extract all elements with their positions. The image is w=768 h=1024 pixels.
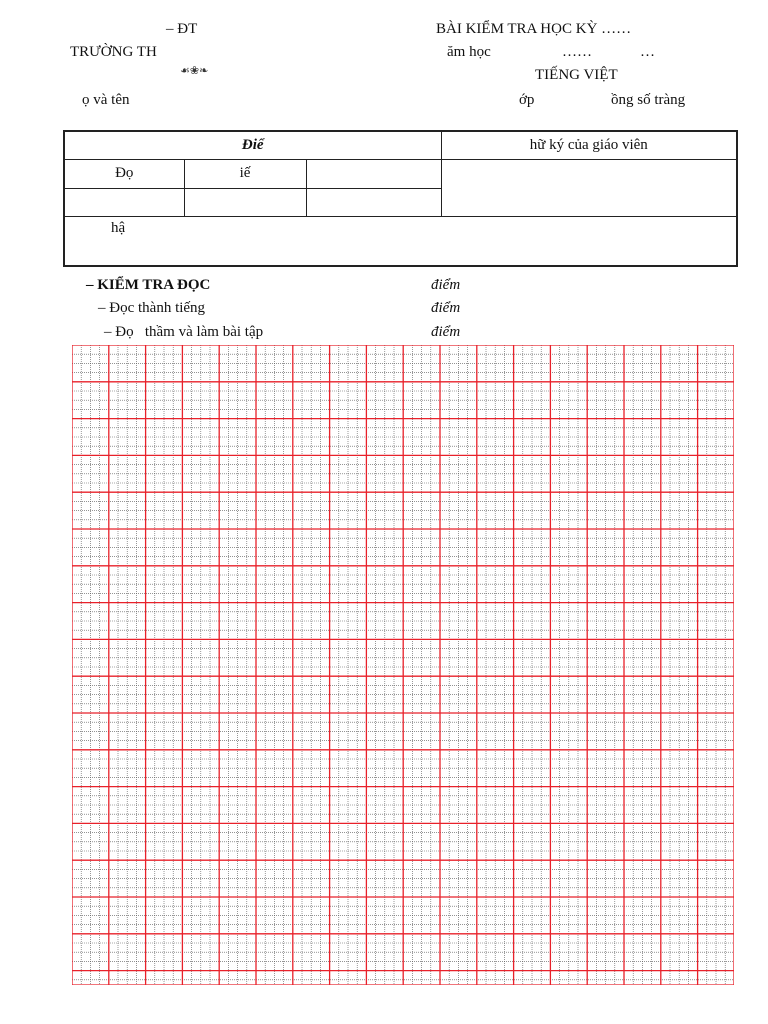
reading-test-points: điểm — [431, 277, 461, 293]
reading-score-cell[interactable] — [64, 188, 184, 216]
school-year-dots-1: …… — [562, 44, 592, 60]
silent-read-label: – Đọ thầm và làm bài tập — [104, 324, 264, 340]
school-year-label: ăm học — [447, 44, 491, 60]
school-year-dots-2: … — [640, 44, 655, 60]
writing-score-column: iế — [184, 159, 306, 188]
comment-cell[interactable] — [64, 216, 737, 266]
class-label: ớp — [519, 92, 535, 108]
exam-title: BÀI KIỂM TRA HỌC KỲ …… — [436, 21, 632, 37]
read-aloud-points: điểm — [431, 300, 461, 316]
writing-score-cell[interactable] — [184, 188, 306, 216]
score-table — [63, 130, 738, 267]
student-name-label: ọ và tên — [82, 92, 130, 108]
total-score-cell[interactable] — [306, 188, 441, 216]
teacher-signature-cell[interactable] — [441, 159, 737, 216]
handwriting-grid[interactable] — [72, 345, 734, 985]
subject-title: TIẾNG VIỆT — [535, 67, 618, 83]
reading-test-title: – KIỂM TRA ĐỌC — [86, 277, 211, 293]
room-label: ồng số tràng — [611, 92, 686, 108]
total-score-column — [306, 159, 441, 188]
score-header: Điể — [64, 131, 441, 159]
ornament-icon: ☙❀❧ — [180, 65, 209, 77]
school-label: TRƯỜNG TH — [70, 44, 157, 60]
read-aloud-label: – Đọc thành tiếng — [98, 300, 206, 316]
comment-label: hậ — [111, 219, 126, 236]
department-label: – ĐT — [166, 21, 198, 37]
reading-score-column: Đọ — [64, 159, 184, 188]
silent-read-points: điểm — [431, 324, 461, 340]
teacher-signature-header: hữ ký của giáo viên — [441, 131, 737, 159]
